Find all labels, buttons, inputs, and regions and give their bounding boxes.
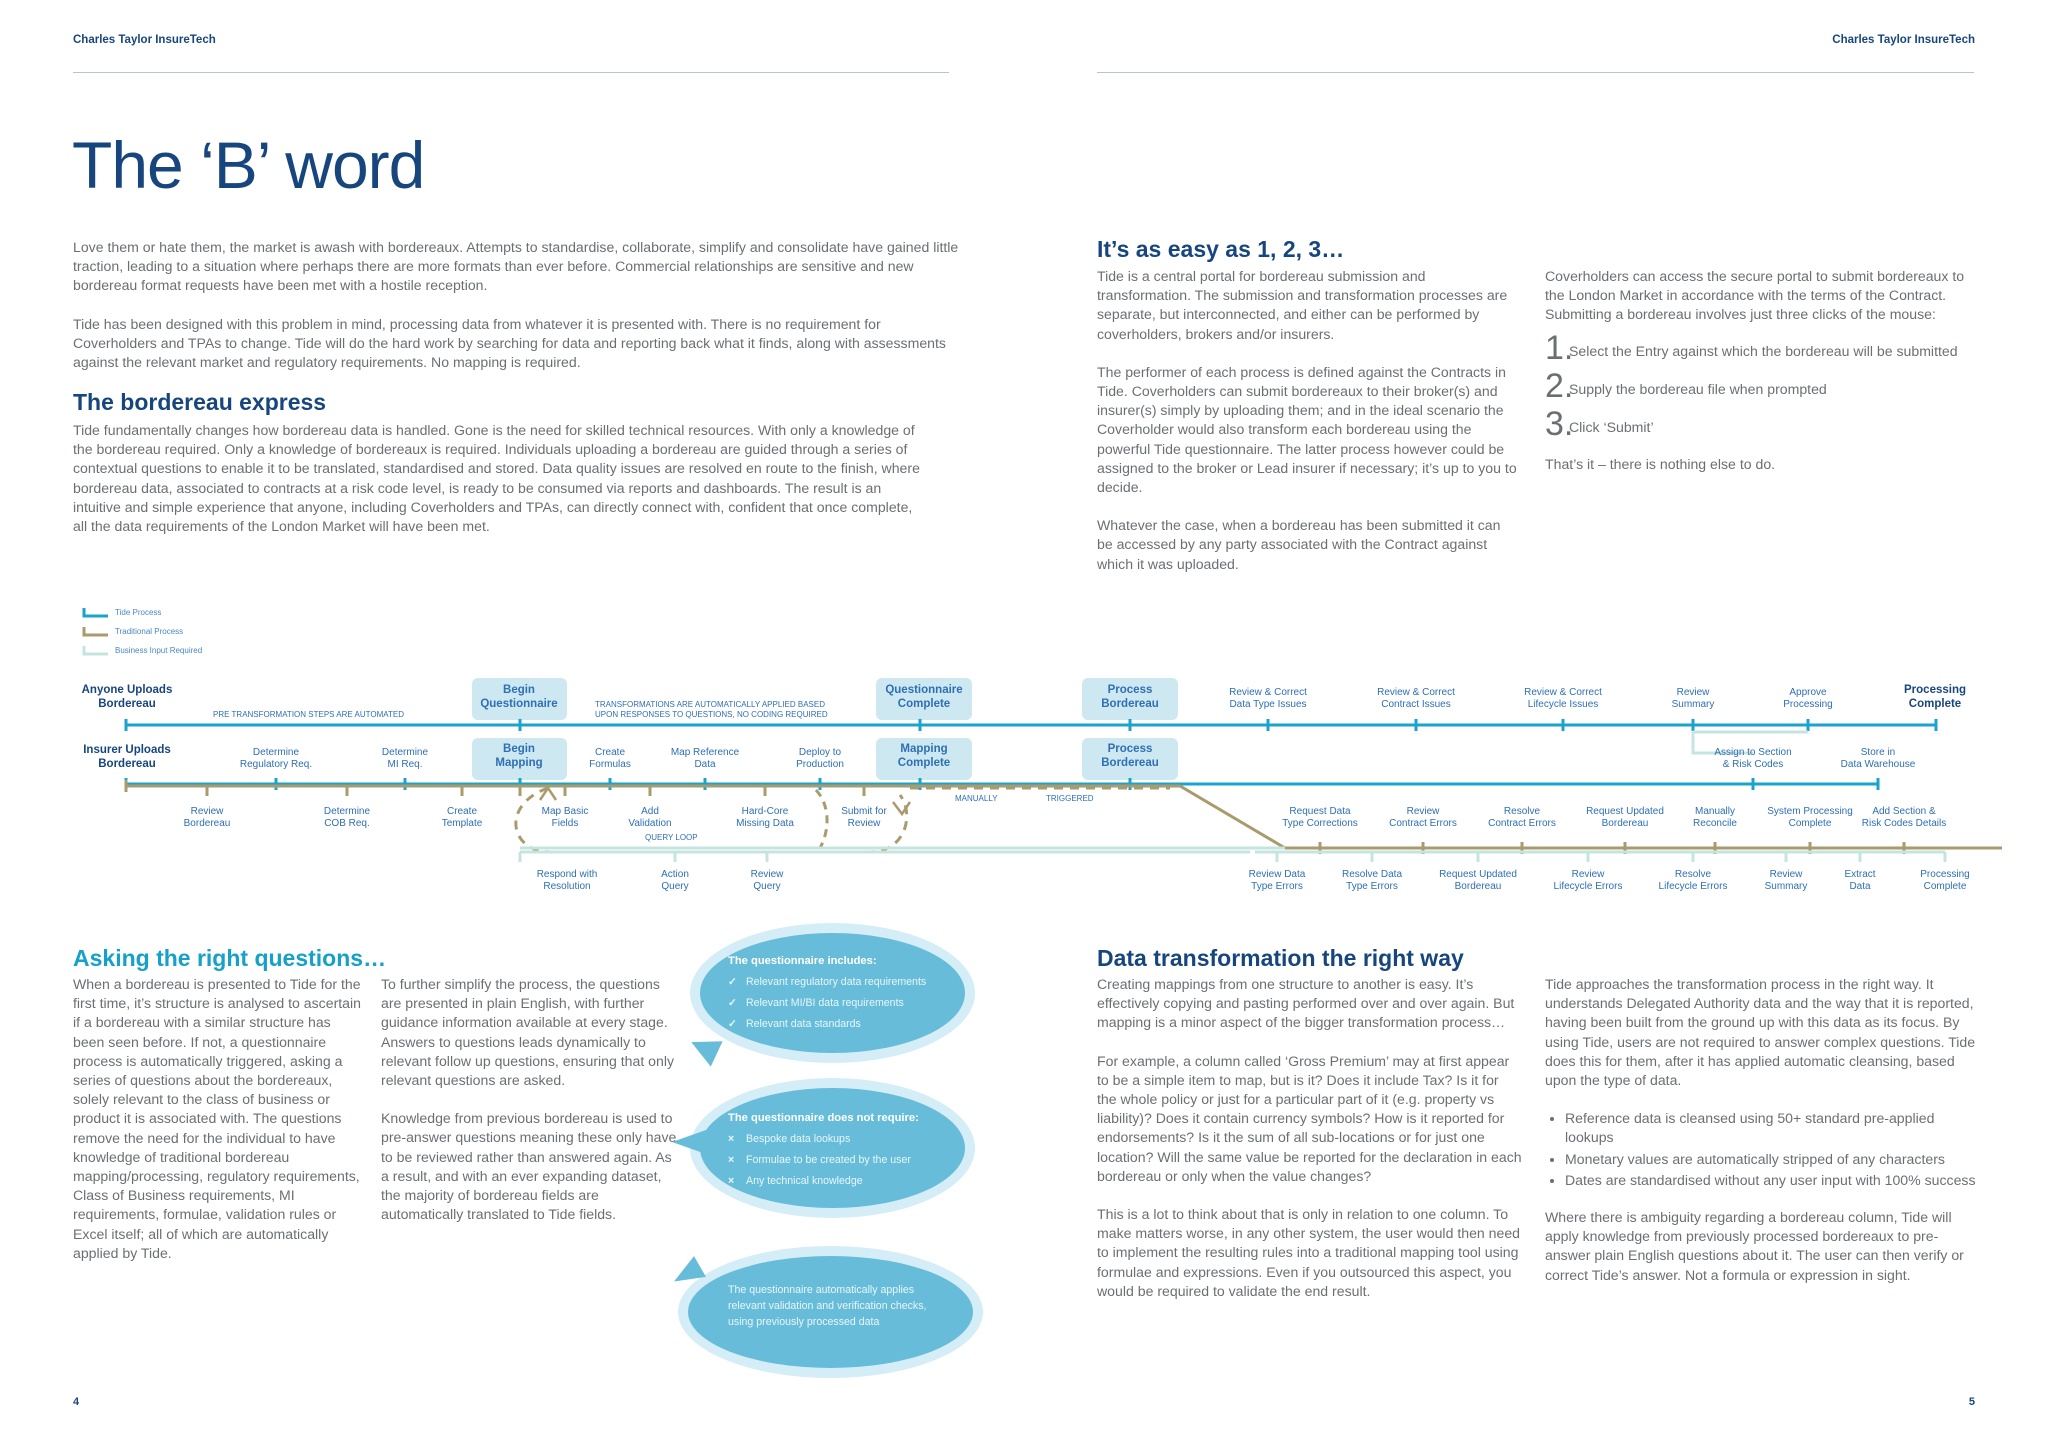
bubble-not-require-title: The questionnaire does not require: (728, 1112, 919, 1124)
transform-col2-paragraph-1: Tide approaches the transformation process in the right way. It understands Delegated Authority data and the way that it is reported, having been built from the ground up with this data as its focus. By using Tide, users are not required to answer complex questions. Tide does this for them, after it has applied automatic cleansing, based upon the type of data. (1545, 976, 1976, 1089)
tide-top-4a: Review (1676, 687, 1710, 698)
check-icon: ✓ (728, 997, 737, 1009)
trad-r3a: Resolve (1503, 806, 1541, 817)
trad-6b: Missing Data (736, 818, 794, 829)
list-item-text: Formulae to be created by the user (746, 1154, 911, 1166)
header-brand-right: Charles Taylor InsureTech (1832, 34, 1975, 46)
processing-complete-1: Processing (1904, 684, 1966, 696)
bubble-includes (700, 933, 965, 1053)
easy-col2-paragraph-2: That’s it – there is nothing else to do. (1545, 455, 1776, 472)
transform-col2-paragraph-2: Where there is ambiguity regarding a bordereau column, Tide will apply knowledge from previously processed bordereaux to pre-answer plain English questions about it. The user can then verify or correct Tide’s answer. Not a formula or expression in sight. (1545, 1209, 1964, 1283)
biz-l3a: Review (750, 869, 784, 880)
biz-r3a: Request Updated (1439, 869, 1517, 880)
trad-3a: Create (446, 806, 478, 817)
trad-5a: Add (641, 806, 659, 817)
tide-mid-3a: Create (594, 747, 626, 758)
store-2: Data Warehouse (1840, 759, 1916, 770)
biz-r5a: Resolve (1674, 869, 1712, 880)
trad-r6b: Complete (1788, 818, 1832, 829)
biz-r6b: Summary (1764, 881, 1808, 892)
tide-top-2a: Review & Correct (1377, 687, 1455, 698)
step-number: 1. (1545, 328, 1574, 367)
transform-col1-paragraph-2: For example, a column called ‘Gross Premium’ may at first appear to be a simple item to map, but is it? Does it include Tax? Is it for the whole policy or just for a particular part of it (e.g. property vs liability)? Does it contain currency symbols? How is it reported for endorsements? Is it the sum of all sub-locations or for just one location? Will the same value be reported for the declaration in each bordereau or only when the value changes? (1097, 1052, 1522, 1184)
assign-2: & Risk Codes (1722, 759, 1784, 770)
diagram-overlay (0, 590, 2048, 910)
list-item (728, 1129, 965, 1150)
tide-top-4b: Summary (1671, 699, 1715, 710)
biz-r4a: Review (1571, 869, 1605, 880)
transform-col1-paragraph-3: This is a lot to think about that is only in relation to one column. To make matters worse, in any other system, the user would then need to implement the resulting rules into a traditional mapping tool using formulae and expressions. Even if you outsourced this aspect, you would be required to validate the end result. (1097, 1206, 1521, 1299)
trad-r1b: Type Corrections (1282, 818, 1358, 829)
list-item (728, 1150, 965, 1171)
process-top-2: Bordereau (1101, 698, 1159, 710)
transform-column-1 (1097, 975, 1522, 1301)
bubble-includes-list (728, 972, 965, 1035)
tide-mid-2a: Determine (381, 747, 429, 758)
transformations-note-2: UPON RESPONSES TO QUESTIONS, NO CODING REQUIRED (595, 710, 828, 719)
trad-r7b: Risk Codes Details (1861, 818, 1947, 829)
begin-mapping-1: Begin (503, 743, 535, 755)
trad-r5b: Reconcile (1693, 818, 1737, 829)
process-bottom-2: Bordereau (1101, 757, 1159, 769)
cross-icon: × (728, 1133, 735, 1145)
biz-l1b: Resolution (543, 881, 591, 892)
biz-l2a: Action (661, 869, 689, 880)
tide-top-3b: Lifecycle Issues (1527, 699, 1599, 710)
header-brand-left: Charles Taylor InsureTech (73, 34, 216, 46)
tide-mid-1a: Determine (252, 747, 300, 758)
anyone-uploads-line2: Bordereau (98, 698, 156, 710)
begin-mapping-2: Mapping (495, 757, 543, 769)
transform-column-2 (1545, 975, 1980, 1285)
legend-business: Business Input Required (115, 646, 203, 655)
list-item (728, 993, 965, 1014)
asking-col1-paragraph: When a bordereau is presented to Tide for the first time, it’s structure is analysed to ascertain if a bordereau with a similar structure has been seen before. If not, a questionnaire process is automatically triggered, asking a series of questions about the bordereaux, solely relevant to the class of business or product it is associated with. The questions remove the need for the individual to have knowledge of traditional bordereau mapping/processing, regulatory requirements, Class of Business requirements, MI requirements, formulae, validation rules or Excel itself; all of which are automatically applied by Tide. (73, 976, 361, 1261)
list-item-text: Relevant MI/BI data requirements (746, 997, 904, 1009)
legend-tide: Tide Process (115, 608, 162, 617)
tide-mid-2b: MI Req. (387, 759, 423, 770)
trad-2b: COB Req. (324, 818, 370, 829)
easy-col2-paragraph-1: Coverholders can access the secure portal to submit bordereaux to the London Market in accordance with the terms of the Contract. Submitting a bordereau involves just three clicks of the mouse: (1545, 268, 1965, 323)
biz-r3b: Bordereau (1454, 881, 1502, 892)
easy-column-1 (1097, 267, 1517, 574)
step-text: Click ‘Submit’ (1569, 419, 1654, 436)
intro-paragraph-1: Love them or hate them, the market is awash with bordereaux. Attempts to standardise, collaborate, simplify and consolidate have gained little traction, leading to a situation where perhaps there are more formats than ever before. Commercial relationships are sensitive and new bordereau format requests have been met with a hostile reception. (73, 239, 959, 294)
triggered-label: TRIGGERED (1046, 794, 1094, 803)
transform-bullet-list (1545, 1109, 1980, 1190)
header-rule-right (1097, 72, 1974, 73)
mapping-complete-2: Complete (897, 757, 951, 769)
insurer-uploads-line2: Bordereau (98, 758, 156, 770)
trad-r4a: Request Updated (1586, 806, 1664, 817)
trad-r7a: Add Section & (1872, 806, 1936, 817)
step-3 (1545, 403, 1985, 441)
tide-mid-5a: Deploy to (798, 747, 842, 758)
questionnaire-complete-2: Complete (897, 698, 951, 710)
bubble-includes-title: The questionnaire includes: (728, 955, 877, 967)
mapping-complete-1: Mapping (900, 743, 948, 755)
biz-r8a: Processing (1920, 869, 1970, 880)
tide-mid-1b: Regulatory Req. (239, 759, 313, 770)
express-text (73, 421, 928, 536)
header-rule-left (73, 72, 949, 73)
assign-1: Assign to Section (1714, 747, 1792, 758)
step-2 (1545, 365, 1985, 403)
list-item-text: Relevant regulatory data requirements (746, 976, 927, 988)
trad-r4b: Bordereau (1601, 818, 1649, 829)
transformations-note-1: TRANSFORMATIONS ARE AUTOMATICALLY APPLIED BASED (595, 700, 825, 709)
tide-mid-5b: Production (796, 759, 844, 770)
list-item: • Dates are standardised without any user input with 100% success (1565, 1171, 1980, 1190)
trad-r1a: Request Data (1289, 806, 1351, 817)
bubble-not-require (700, 1088, 965, 1208)
tide-mid-4b: Data (694, 759, 716, 770)
trad-7b: Review (847, 818, 881, 829)
list-item: • Monetary values are automatically stripped of any characters (1565, 1150, 1980, 1169)
process-bottom-1: Process (1107, 743, 1153, 755)
store-1: Store in (1860, 747, 1896, 758)
tide-top-2b: Contract Issues (1381, 699, 1451, 710)
tide-top-3a: Review & Correct (1524, 687, 1602, 698)
bubble-applies (688, 1256, 973, 1368)
questionnaire-complete-1: Questionnaire (885, 684, 963, 696)
biz-r4b: Lifecycle Errors (1553, 881, 1623, 892)
biz-l2b: Query (661, 881, 689, 892)
trad-r3b: Contract Errors (1488, 818, 1556, 829)
page-number-left: 4 (73, 1396, 80, 1408)
tide-top-1b: Data Type Issues (1229, 699, 1307, 710)
trad-4a: Map Basic (541, 806, 589, 817)
express-heading: The bordereau express (73, 389, 327, 415)
easy-col1-paragraph-2: The performer of each process is defined against the Contracts in Tide. Coverholders can submit bordereaux to their broker(s) and insurer(s) simply by uploading them; and in the ideal scenario the Coverholder would also transform each bordereau using the powerful Tide questionnaire. The latter process however could be assigned to the broker or Lead insurer if necessary; it’s up to you to decide. (1097, 363, 1517, 496)
biz-r2a: Resolve Data (1341, 869, 1403, 880)
check-icon: ✓ (728, 976, 737, 988)
bubble-not-require-list (728, 1129, 965, 1192)
step-1 (1545, 327, 1985, 365)
manually-label: MANUALLY (955, 794, 998, 803)
biz-r1a: Review Data (1248, 869, 1306, 880)
trad-1a: Review (190, 806, 224, 817)
tide-mid-4a: Map Reference (670, 747, 740, 758)
step-text: Supply the bordereau file when prompted (1569, 381, 1827, 398)
list-item-text: Any technical knowledge (746, 1175, 863, 1187)
begin-questionnaire-1: Begin (503, 684, 535, 696)
transform-col1-paragraph-1: Creating mappings from one structure to another is easy. It’s effectively copying and pasting performed over and over again. But mapping is a minor aspect of the bigger transformation process… (1097, 976, 1515, 1031)
tide-top-5b: Processing (1783, 699, 1833, 710)
easy-heading: It’s as easy as 1, 2, 3… (1097, 236, 1345, 262)
steps-list (1545, 327, 1985, 441)
biz-r6a: Review (1769, 869, 1803, 880)
trad-1b: Bordereau (183, 818, 231, 829)
tide-top-1a: Review & Correct (1229, 687, 1307, 698)
step-number: 3. (1545, 404, 1574, 443)
easy-col1-paragraph-1: Tide is a central portal for bordereau submission and transformation. The submission and transformation processes are separate, but interconnected, and either can be performed by coverholders, brokers and/or insurers. (1097, 268, 1508, 342)
asking-heading: Asking the right questions… (73, 945, 387, 971)
biz-r7b: Data (1849, 881, 1871, 892)
trad-r6a: System Processing (1767, 806, 1853, 817)
list-item (728, 1014, 965, 1035)
biz-r5b: Lifecycle Errors (1658, 881, 1728, 892)
trad-r2a: Review (1406, 806, 1440, 817)
cross-icon: × (728, 1175, 735, 1187)
tide-top-5a: Approve (1789, 687, 1827, 698)
begin-questionnaire-2: Questionnaire (480, 698, 558, 710)
asking-column-2 (381, 975, 681, 1224)
asking-column-1 (73, 975, 363, 1263)
list-item: • Reference data is cleansed using 50+ standard pre-applied lookups (1565, 1109, 1980, 1147)
transform-heading: Data transformation the right way (1097, 945, 1464, 971)
biz-l3b: Query (753, 881, 781, 892)
trad-6a: Hard-Core (741, 806, 789, 817)
intro-text (73, 238, 963, 372)
biz-r1b: Type Errors (1251, 881, 1303, 892)
query-loop-label: QUERY LOOP (645, 833, 698, 842)
biz-r2b: Type Errors (1346, 881, 1398, 892)
biz-l1a: Respond with (536, 869, 598, 880)
traditional-ticks (126, 780, 1904, 854)
express-paragraph: Tide fundamentally changes how bordereau data is handled. Gone is the need for skilled technical resources. With only a knowledge of the bordereau required. Only a knowledge of bordereaux is required. Individuals uploading a bordereau are guided through a series of contextual questions to enable it to be translated, standardised and stored. Data quality issues are resolved en route to the finish, where bordereau data, associated to contracts at a risk code level, is ready to be consumed via reports and dashboards. The result is an intuitive and simple experience that anyone, including Coverholders and TPAs, can directly connect with, confident that once complete, all the data requirements of the London Market will have been met. (73, 422, 920, 535)
trad-7a: Submit for (841, 806, 887, 817)
list-item-text: Relevant data standards (746, 1018, 861, 1030)
cross-icon: × (728, 1154, 735, 1166)
process-top-1: Process (1107, 684, 1153, 696)
anyone-uploads-line1: Anyone Uploads (81, 684, 173, 696)
bubble-not-require-tail (672, 1130, 706, 1154)
asking-col2-paragraph-1: To further simplify the process, the questions are presented in plain English, with further guidance information available at every stage. Answers to questions leads dynamically to relevant follow up questions, ensuring that only relevant questions are asked. (381, 976, 675, 1089)
trad-2a: Determine (323, 806, 371, 817)
bubble-applies-text: The questionnaire automatically applies relevant validation and verification checks, using previously processed data (728, 1284, 927, 1328)
trad-4b: Fields (551, 818, 579, 829)
list-item (728, 972, 965, 993)
trad-r5a: Manually (1694, 806, 1736, 817)
tide-mid-3b: Formulas (589, 759, 631, 770)
trad-r2b: Contract Errors (1389, 818, 1457, 829)
insurer-uploads-line1: Insurer Uploads (83, 744, 171, 756)
list-item-text: Bespoke data lookups (746, 1133, 851, 1145)
biz-r8b: Complete (1923, 881, 1967, 892)
page-title: The ‘B’ word (72, 128, 425, 202)
trad-5b: Validation (628, 818, 672, 829)
step-number: 2. (1545, 366, 1574, 405)
list-item (728, 1171, 965, 1192)
legend-traditional: Traditional Process (115, 627, 184, 636)
page-number-right: 5 (1968, 1396, 1975, 1408)
easy-column-2 (1545, 267, 1985, 474)
trad-3b: Template (441, 818, 483, 829)
intro-paragraph-2: Tide has been designed with this problem in mind, processing data from whatever it is presented with. There is no requirement for Coverholders and TPAs to change. Tide will do the hard work by searching for data and reporting back what it finds, along with assessments against the relevant market and regulatory requirements. No mapping is required. (73, 315, 946, 371)
asking-col2-paragraph-2: Knowledge from previous bordereau is used to pre-answer questions meaning these only have to be reviewed rather than answered again. As a result, and with an ever expanding dataset, the majority of bordereau fields are automatically translated to Tide fields. (381, 1110, 677, 1223)
pre-transformation-note: PRE TRANSFORMATION STEPS ARE AUTOMATED (213, 710, 404, 719)
processing-complete-2: Complete (1908, 698, 1962, 710)
biz-r7a: Extract (1844, 869, 1876, 880)
step-text: Select the Entry against which the bordereau will be submitted (1569, 343, 1958, 360)
easy-col1-paragraph-3: Whatever the case, when a bordereau has been submitted it can be accessed by any party associated with the Contract against which it was uploaded. (1097, 517, 1501, 572)
check-icon: ✓ (728, 1018, 737, 1030)
